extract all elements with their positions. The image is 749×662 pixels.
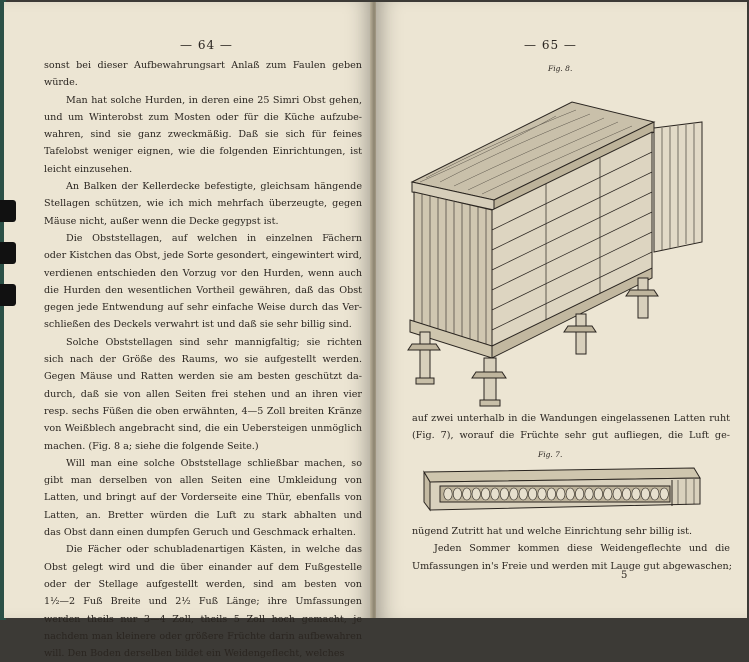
text-line: würde. <box>44 77 78 89</box>
binding-clip <box>0 284 16 306</box>
text-line: (Fig. 7), worauf die Früchte sehr gut aufliegen, die Luft ge- <box>412 430 730 442</box>
fruit-shape <box>557 488 565 500</box>
text-line: Umfassungen in's Freie und werden mit Lauge gut abgewaschen; <box>412 560 732 572</box>
text-line: Die Obststellagen, auf welchen in einzelnen Fächern <box>66 232 362 244</box>
text-line: resp. sechs Füßen die oben erwähnten, 4—5 Zoll breiten Kränze <box>44 405 362 417</box>
fruit-shape <box>651 488 659 500</box>
text-line: 1½—2 Fuß Breite und 2½ Fuß Länge; ihre Umfassungen <box>44 596 362 608</box>
page-number-left: — 64 — <box>180 38 233 52</box>
fruit-shape <box>604 488 612 500</box>
figure-8-fruit-rack-illustration <box>406 82 706 412</box>
fruit-shape <box>481 488 489 500</box>
text-line: An Balken der Kellerdecke befestigte, gleichsam hängende <box>66 181 362 193</box>
fruit-shape <box>613 488 621 500</box>
text-line: sonst bei dieser Aufbewahrungsart Anlaß zum Faulen geben <box>44 60 362 71</box>
right-page-text-bottom <box>412 523 730 575</box>
text-line: Die Fächer oder schubladenartigen Kästen, in welche das <box>66 544 362 556</box>
text-line: gibt man derselben von allen Seiten eine Umkleidung von <box>44 475 362 487</box>
text-line: Gegen Mäuse und Ratten werden sie am besten geschützt da- <box>44 371 362 383</box>
text-line: durch, daß sie von allen Seiten frei stehen und an ihren vier <box>44 388 362 400</box>
figure-8-label: Fig. 8. <box>548 64 573 73</box>
text-line: oder der Stellage aufgestellt werden, sind am besten von <box>44 578 362 590</box>
text-line: schließen des Deckels verwahrt ist und daß sie sehr billig sind. <box>44 319 352 331</box>
text-line: gegen jede Entwendung auf sehr einfache Weise durch das Ver- <box>44 302 362 314</box>
text-line: verdienen entschieden den Vorzug vor den Hurden, wenn auch <box>44 267 362 279</box>
fruit-shape <box>444 488 452 500</box>
fruit-shape <box>528 488 536 500</box>
book-spread <box>4 2 747 660</box>
text-line: nachdem man kleinere oder größere Früchte darin aufbewahren <box>44 630 362 642</box>
fruit-shape <box>510 488 518 500</box>
fruit-shape <box>453 488 461 500</box>
text-line: Will man eine solche Obststellage schließbar machen, so <box>66 457 362 469</box>
text-line: sich nach der Größe des Raums, wo sie aufgestellt werden. <box>44 354 362 366</box>
page-number-right: — 65 — <box>524 38 577 52</box>
text-line: Stellagen schützen, wie ich mich mehrfach überzeugte, gegen <box>44 198 362 210</box>
fruit-shape <box>575 488 583 500</box>
fruit-shape <box>660 488 668 500</box>
text-line: Mäuse nicht, außer wenn die Decke gegypst ist. <box>44 215 279 227</box>
binding-clip <box>0 200 16 222</box>
text-line: und um Winterobst zum Mosten oder für die Küche aufzube- <box>44 111 362 123</box>
text-line: leicht einzusehen. <box>44 163 133 175</box>
text-line: Tafelobst weniger eignen, wie die folgenden Einrichtungen, ist <box>44 146 362 158</box>
right-page-text-middle <box>412 410 730 445</box>
right-page <box>376 2 747 618</box>
text-line: wahren, sind sie ganz zweckmäßig. Daß sie sich für feines <box>44 129 362 141</box>
fruit-shape <box>622 488 630 500</box>
fruit-shape <box>500 488 508 500</box>
text-line: nügend Zutritt hat und welche Einrichtung sehr billig ist. <box>412 526 693 537</box>
text-line: Obst gelegt wird und die über einander auf dem Fußgestelle <box>44 561 362 573</box>
fruit-shape <box>491 488 499 500</box>
text-line: die Hurden den wesentlichen Vortheil gewähren, daß das Obst <box>44 284 362 296</box>
text-line: auf zwei unterhalb in die Wandungen eingelassenen Latten ruht <box>412 413 730 424</box>
signature-mark: 5 <box>621 570 628 581</box>
text-line: will. Den Boden derselben bildet ein Weidengeflecht, welches <box>44 648 345 660</box>
figure-7-label: Fig. 7. <box>538 450 563 459</box>
fruit-shape <box>566 488 574 500</box>
text-line: Latten, an. Bretter würden die Luft zu stark abhalten und <box>44 509 362 521</box>
left-page-text <box>44 57 362 662</box>
fruit-shape <box>538 488 546 500</box>
fruit-shape <box>472 488 480 500</box>
fruit-shape <box>632 488 640 500</box>
text-line: Solche Obststellagen sind sehr mannigfaltig; sie richten <box>66 336 362 348</box>
fruit-shape <box>547 488 555 500</box>
fruit-shape <box>519 488 527 500</box>
fruit-shape <box>585 488 593 500</box>
fruit-shape <box>463 488 471 500</box>
text-line: Jeden Sommer kommen diese Weidengeflechte und die <box>434 543 730 555</box>
text-line: machen. (Fig. 8 a; siehe die folgende Seite.) <box>44 440 259 452</box>
text-line: werden theils nur 3—4 Zoll, theils 5 Zoll hoch gemacht, je <box>44 613 362 625</box>
text-line: oder Kistchen das Obst, jede Sorte gesondert, eingewintert wird, <box>44 250 362 262</box>
figure-7-drawer-illustration <box>416 464 706 520</box>
text-line: Man hat solche Hurden, in deren eine 25 Simri Obst gehen, <box>66 94 362 106</box>
fruit-shape <box>594 488 602 500</box>
fruit-shape <box>641 488 649 500</box>
text-line: von Weißblech angebracht sind, die ein Uebersteigen unmöglich <box>44 423 362 435</box>
text-line: das Obst dann einen dumpfen Geruch und Geschmack erhalten. <box>44 527 356 539</box>
text-line: Latten, und bringt auf der Vorderseite eine Thür, ebenfalls von <box>44 492 362 504</box>
left-page <box>4 2 372 660</box>
binding-clip <box>0 242 16 264</box>
